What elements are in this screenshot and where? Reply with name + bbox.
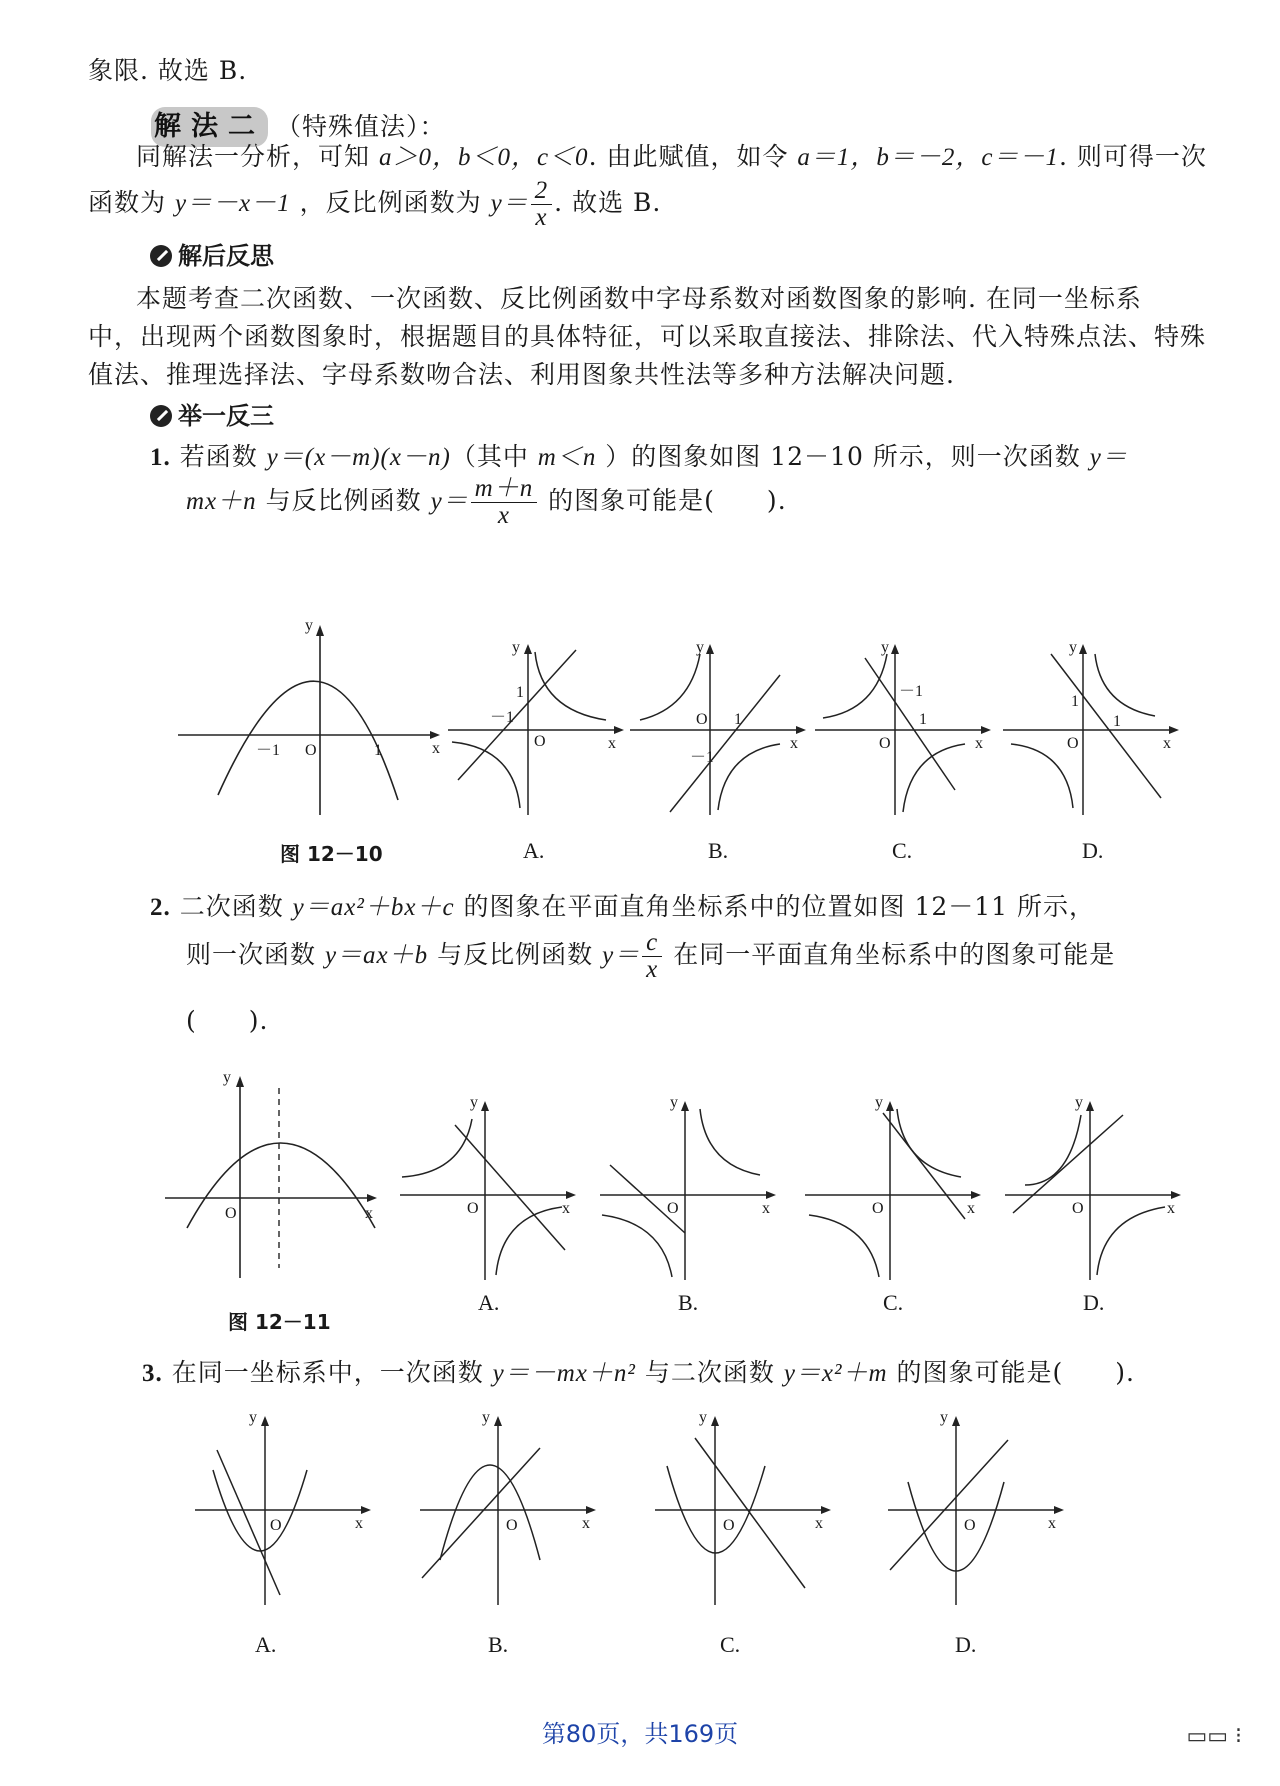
svg-text:x: x [355, 1515, 363, 1532]
svg-text:x: x [790, 735, 798, 752]
svg-text:1: 1 [734, 711, 742, 728]
method-line-1: 同解法一分析，可知 a＞0，b＜0，c＜0. 由此赋值，如令 a＝1，b＝－2，c＝－1. 则可得一次 [136, 142, 1207, 171]
svg-text:x: x [975, 735, 983, 752]
neg1-label: －1 [256, 742, 281, 759]
svg-text:O: O [879, 735, 891, 752]
svg-text:y: y [1075, 1094, 1083, 1111]
q1-line-2: mx＋n 与反比例函数 y＝ $\frac{m+n}{x}$ 的图象可能是( ). [186, 475, 787, 529]
q1-option-b[interactable]: B. [708, 838, 729, 863]
q2-option-d[interactable]: D. [1083, 1290, 1105, 1315]
svg-text:y: y [881, 639, 889, 656]
svg-text:x: x [1048, 1515, 1056, 1532]
svg-text:O: O [964, 1517, 976, 1534]
window-controls-icon[interactable]: ▭▭ ⁝ [1186, 1724, 1242, 1749]
svg-text:x: x [815, 1515, 823, 1532]
q1-option-c[interactable]: C. [892, 838, 913, 863]
q1-option-d[interactable]: D. [1082, 838, 1104, 863]
svg-text:O: O [696, 711, 708, 728]
q3-option-b-graph [420, 1410, 600, 1610]
fraction-mn-over-x: $\frac{m+n}{x}$ [471, 476, 538, 529]
fig-caption-12-11: 图 12－11 [228, 1310, 331, 1334]
svg-text:x: x [365, 1205, 373, 1222]
svg-text:y: y [875, 1094, 883, 1111]
svg-text:y: y [512, 639, 520, 656]
svg-text:y: y [470, 1094, 478, 1111]
svg-text:O: O [534, 733, 546, 750]
svg-text:x: x [1167, 1200, 1175, 1217]
svg-text:O: O [270, 1517, 282, 1534]
page-indicator: 第80页，共169页 [541, 1720, 739, 1748]
svg-text:O: O [506, 1517, 518, 1534]
q3-option-c-graph [655, 1410, 835, 1610]
svg-text:－1: －1 [490, 709, 515, 726]
origin-label: O [305, 742, 317, 759]
svg-text:y: y [696, 639, 704, 656]
q2-option-b[interactable]: B. [678, 1290, 699, 1315]
svg-text:O: O [1072, 1200, 1084, 1217]
q2-line-3: ( ). [186, 1006, 269, 1035]
q3-option-c[interactable]: C. [720, 1632, 741, 1657]
q1-option-a-graph [448, 640, 628, 820]
reflect-line-2: 中，出现两个函数图象时，根据题目的具体特征，可以采取直接法、排除法、代入特殊点法、特殊 [88, 322, 1207, 351]
svg-text:x: x [762, 1200, 770, 1217]
fraction-c-over-x: $\frac{c}{x}$ [642, 930, 662, 983]
q1-option-c-graph [815, 640, 995, 820]
q3-option-a-graph [195, 1410, 375, 1610]
q3-option-a[interactable]: A. [255, 1632, 277, 1657]
one-label: 1 [374, 742, 382, 759]
q2-option-c[interactable]: C. [883, 1290, 904, 1315]
y-label: y [305, 617, 313, 634]
fig-caption-12-10: 图 12－10 [280, 842, 383, 866]
svg-text:O: O [467, 1200, 479, 1217]
svg-text:1: 1 [1071, 693, 1079, 710]
q1-option-b-graph [630, 640, 810, 820]
top-line: 象限. 故选 B. [88, 56, 248, 85]
svg-text:O: O [723, 1517, 735, 1534]
method-line-2: 函数为 y＝－x－1 ，反比例函数为 y＝ $\frac{2}{x}$ . 故选 B. [88, 177, 662, 231]
svg-text:1: 1 [1113, 713, 1121, 730]
svg-text:O: O [667, 1200, 679, 1217]
svg-text:O: O [1067, 735, 1079, 752]
figure-12-10 [178, 615, 448, 820]
svg-text:O: O [225, 1205, 237, 1222]
figure-12-11 [165, 1068, 385, 1288]
reflect-line-1: 本题考查二次函数、一次函数、反比例函数中字母系数对函数图象的影响. 在同一坐标系 [136, 284, 1142, 313]
pen-circle-icon [150, 245, 172, 267]
svg-text:x: x [1163, 735, 1171, 752]
q3-option-b[interactable]: B. [488, 1632, 509, 1657]
svg-text:x: x [967, 1200, 975, 1217]
reflect-line-3: 值法、推理选择法、字母系数吻合法、利用图象共性法等多种方法解决问题. [88, 360, 955, 389]
svg-text:x: x [562, 1200, 570, 1217]
svg-text:y: y [670, 1094, 678, 1111]
svg-text:y: y [940, 1409, 948, 1426]
svg-text:y: y [249, 1409, 257, 1426]
svg-text:O: O [872, 1200, 884, 1217]
method-badge: 解法二 [151, 107, 268, 147]
svg-text:x: x [608, 735, 616, 752]
q3-option-d-graph [888, 1410, 1068, 1610]
svg-text:－1: －1 [899, 683, 924, 700]
q2-line-1: 2. 二次函数 y＝ax²＋bx＋c 的图象在平面直角坐标系中的位置如图 12－11 所示， [150, 892, 1096, 921]
q1-line-1: 1. 若函数 y＝(x－m)(x－n)（其中 m＜n ）的图象如图 12－10 所示，则一次函数 y＝ [150, 442, 1128, 471]
svg-text:y: y [223, 1069, 231, 1086]
q1-option-d-graph [1003, 640, 1183, 820]
q1-option-a[interactable]: A. [523, 838, 545, 863]
fraction-2-over-x: $\frac{2}{x}$ [531, 178, 553, 231]
q2-option-b-graph [600, 1095, 780, 1285]
svg-text:1: 1 [516, 684, 524, 701]
svg-text:y: y [699, 1409, 707, 1426]
svg-text:x: x [582, 1515, 590, 1532]
method-title: （特殊值法）： [276, 112, 446, 141]
reflect-title: 解后反思 [150, 240, 274, 272]
x-label: x [432, 740, 440, 757]
svg-text:y: y [482, 1409, 490, 1426]
q2-option-a[interactable]: A. [478, 1290, 500, 1315]
q3-option-d[interactable]: D. [955, 1632, 977, 1657]
q3-line-1: 3. 在同一坐标系中，一次函数 y＝－mx＋n² 与二次函数 y＝x²＋m 的图象可能是( ). [142, 1358, 1135, 1387]
pen-circle-icon [150, 405, 172, 427]
q2-option-c-graph [805, 1095, 985, 1285]
q2-option-d-graph [1005, 1095, 1185, 1285]
practice-title: 举一反三 [150, 400, 274, 432]
q2-line-2: 则一次函数 y＝ax＋b 与反比例函数 y＝ $\frac{c}{x}$ 在同一平面直角坐标系中的图象可能是 [186, 929, 1116, 983]
svg-text:1: 1 [919, 711, 927, 728]
svg-text:－1: －1 [690, 749, 715, 766]
q2-option-a-graph [400, 1095, 580, 1285]
svg-text:y: y [1069, 639, 1077, 656]
